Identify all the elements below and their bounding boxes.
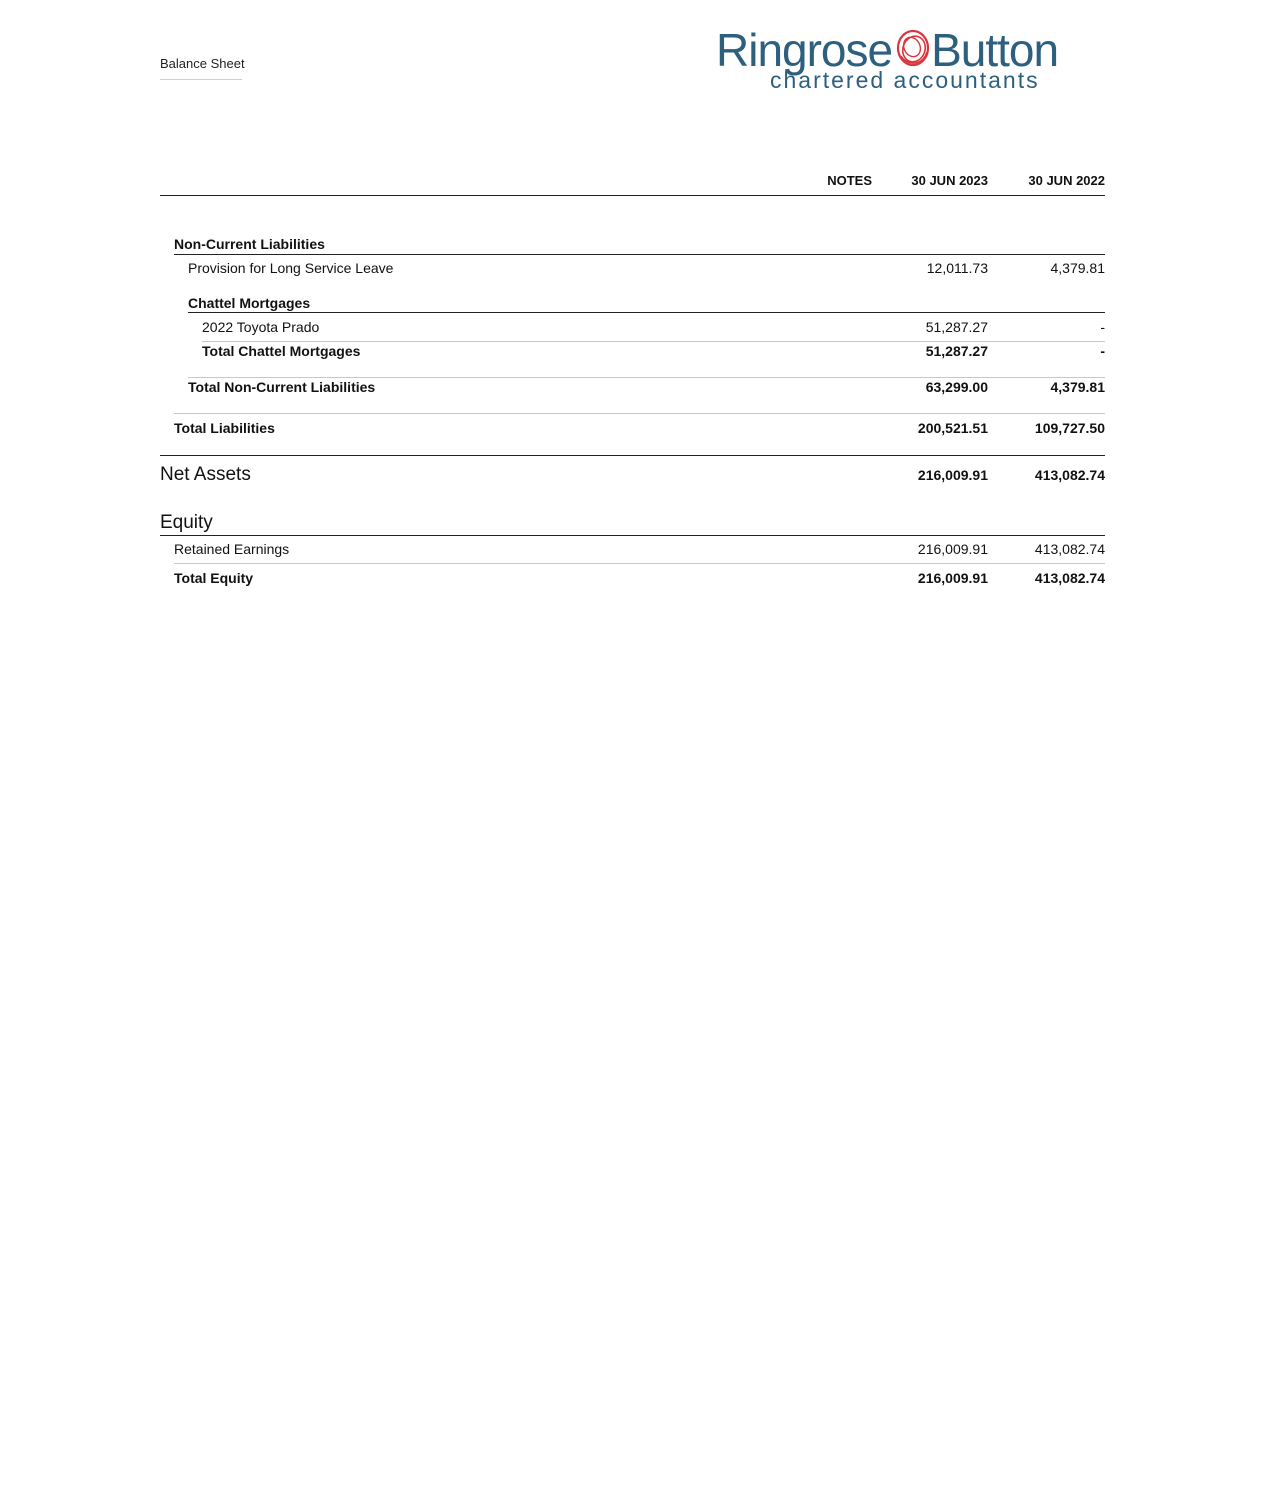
table-row-total-liabilities bbox=[0, 418, 1265, 438]
row-value-prior: 413,082.74 bbox=[1034, 467, 1105, 483]
row-value-current: 216,009.91 bbox=[917, 570, 988, 586]
table-row-retained-earnings bbox=[0, 539, 1265, 559]
subsection-divider bbox=[188, 312, 1105, 313]
logo-tagline: chartered accountants bbox=[770, 67, 1040, 93]
logo-swirl-icon bbox=[893, 26, 933, 70]
row-value-current: 63,299.00 bbox=[925, 379, 988, 395]
row-value-prior: 413,082.74 bbox=[1034, 541, 1105, 557]
document-title: Balance Sheet bbox=[160, 56, 242, 80]
section-divider bbox=[174, 254, 1105, 255]
prior-year-column-header: 30 JUN 2022 bbox=[1028, 173, 1105, 188]
net-assets-divider bbox=[160, 455, 1105, 456]
row-label: Total Chattel Mortgages bbox=[202, 343, 361, 359]
row-value-prior: 413,082.74 bbox=[1034, 570, 1105, 586]
current-year-column-header: 30 JUN 2023 bbox=[911, 173, 988, 188]
table-row-total-non-current-liabilities bbox=[0, 377, 1265, 397]
row-value-prior: - bbox=[1100, 319, 1105, 335]
table-row-provision-long-service-leave bbox=[0, 258, 1265, 278]
row-label: Provision for Long Service Leave bbox=[188, 260, 394, 276]
row-value-prior: 109,727.50 bbox=[1034, 420, 1105, 436]
table-row-net-assets bbox=[0, 465, 1265, 485]
logo-brand-left: Ringrose bbox=[716, 24, 893, 76]
table-row-total-equity bbox=[0, 568, 1265, 588]
row-value-current: 51,287.27 bbox=[925, 343, 988, 359]
row-label: Retained Earnings bbox=[174, 541, 290, 557]
row-value-current: 51,287.27 bbox=[925, 319, 988, 335]
row-divider bbox=[174, 413, 1105, 414]
header-divider bbox=[160, 195, 1105, 196]
row-value-current: 216,009.91 bbox=[917, 467, 988, 483]
row-value-current: 216,009.91 bbox=[917, 541, 988, 557]
row-value-prior: - bbox=[1100, 343, 1105, 359]
row-label: Total Liabilities bbox=[174, 420, 275, 436]
row-value-prior: 4,379.81 bbox=[1050, 379, 1105, 395]
section-divider bbox=[160, 535, 1105, 536]
column-header-row bbox=[0, 171, 1265, 191]
row-value-prior: 4,379.81 bbox=[1050, 260, 1105, 276]
row-divider bbox=[174, 563, 1105, 564]
logo-brand-right: Button bbox=[931, 24, 1059, 76]
row-label: 2022 Toyota Prado bbox=[202, 319, 320, 335]
table-row-toyota-prado bbox=[0, 317, 1265, 337]
company-logo bbox=[712, 22, 1107, 98]
row-value-current: 200,521.51 bbox=[917, 420, 988, 436]
row-label: Total Non-Current Liabilities bbox=[188, 379, 376, 395]
notes-column-header: NOTES bbox=[827, 173, 872, 188]
row-value-current: 12,011.73 bbox=[926, 260, 988, 276]
table-row-total-chattel-mortgages bbox=[0, 341, 1265, 361]
row-label: Net Assets bbox=[160, 464, 251, 485]
row-label: Total Equity bbox=[174, 570, 254, 586]
